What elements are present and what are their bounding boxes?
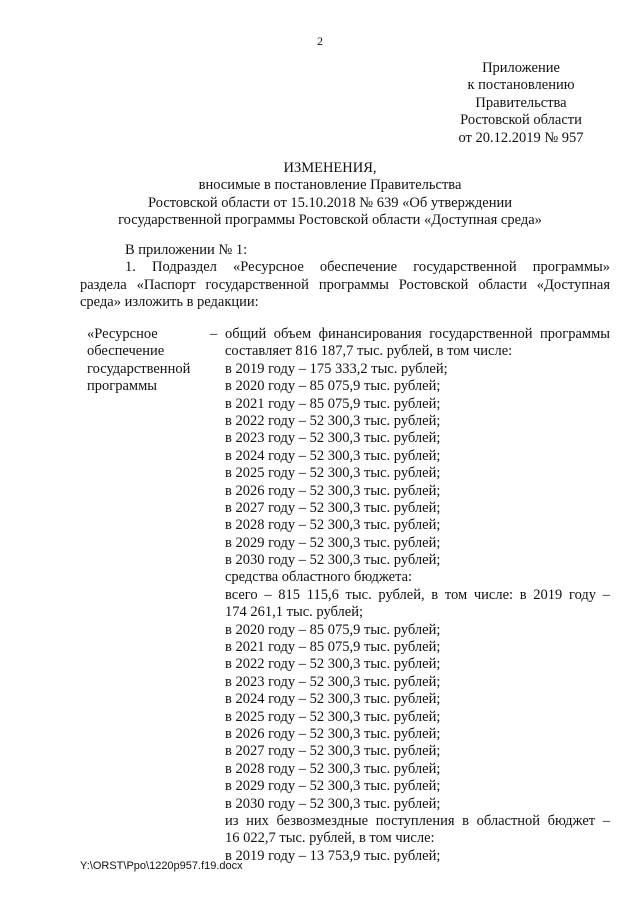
file-path-footer: Y:\ORST\Ppo\1220p957.f19.docx	[80, 860, 243, 872]
document-subtitle-line: вносимые в постановление Правительства	[198, 177, 462, 194]
funding-line: в 2027 году – 52 300,3 тыс. рублей;	[225, 743, 441, 760]
appendix-header	[436, 60, 606, 147]
resource-section-label	[87, 326, 207, 396]
separator-dash: –	[210, 326, 218, 342]
funding-line: в 2025 году – 52 300,3 тыс. рублей;	[225, 708, 441, 725]
item-1-line: раздела «Паспорт государственной программы Ростовской области «Доступная	[80, 276, 610, 293]
funding-line: всего – 815 115,6 тыс. рублей, в том числе: в 2019 году –	[225, 586, 610, 603]
funding-line: в 2019 году – 13 753,9 тыс. рублей;	[225, 847, 441, 864]
funding-line: в 2027 году – 52 300,3 тыс. рублей;	[225, 499, 441, 516]
appendix-line: от 20.12.2019 № 957	[458, 129, 584, 146]
appendix-line: Правительства	[475, 94, 567, 111]
funding-line: в 2019 году – 175 333,2 тыс. рублей;	[225, 360, 448, 377]
funding-line: в 2026 году – 52 300,3 тыс. рублей;	[225, 482, 441, 499]
funding-line: в 2023 году – 52 300,3 тыс. рублей;	[225, 673, 441, 690]
funding-line: в 2023 году – 52 300,3 тыс. рублей;	[225, 430, 441, 447]
funding-line: в 2024 году – 52 300,3 тыс. рублей;	[225, 447, 441, 464]
resource-section-content	[225, 326, 610, 865]
funding-line: в 2020 году – 85 075,9 тыс. рублей;	[225, 378, 441, 395]
funding-line: в 2028 году – 52 300,3 тыс. рублей;	[225, 760, 441, 777]
funding-line: в 2025 году – 52 300,3 тыс. рублей;	[225, 465, 441, 482]
label-line: программы	[87, 378, 157, 395]
funding-line: составляет 816 187,7 тыс. рублей, в том числе:	[225, 343, 513, 360]
funding-line: в 2030 году – 52 300,3 тыс. рублей;	[225, 795, 441, 812]
funding-line: в 2021 году – 85 075,9 тыс. рублей;	[225, 395, 441, 412]
funding-line: в 2029 году – 52 300,3 тыс. рублей;	[225, 778, 441, 795]
funding-line: в 2022 году – 52 300,3 тыс. рублей;	[225, 412, 441, 429]
funding-line: в 2022 году – 52 300,3 тыс. рублей;	[225, 656, 441, 673]
funding-line: в 2020 году – 85 075,9 тыс. рублей;	[225, 621, 441, 638]
funding-line: из них безвозмездные поступления в областной бюджет –	[225, 812, 610, 829]
intro-paragraph	[80, 242, 610, 312]
appendix-line: Приложение	[482, 60, 560, 76]
funding-line: общий объем финансирования государственной программы	[225, 326, 610, 342]
funding-line: в 2030 году – 52 300,3 тыс. рублей;	[225, 552, 441, 569]
funding-line: 174 261,1 тыс. рублей;	[225, 604, 363, 621]
funding-line: в 2028 году – 52 300,3 тыс. рублей;	[225, 517, 441, 534]
funding-line: в 2026 году – 52 300,3 тыс. рублей;	[225, 725, 441, 742]
label-line: «Ресурсное	[87, 326, 158, 342]
document-subtitle-line: Ростовской области от 15.10.2018 № 639 «Об утверждении	[148, 194, 512, 211]
intro-appendix-line: В приложении № 1:	[125, 242, 248, 258]
funding-line: в 2021 году – 85 075,9 тыс. рублей;	[225, 639, 441, 656]
item-1-line: 1. Подраздел «Ресурсное обеспечение государственной программы»	[125, 259, 610, 276]
funding-line: в 2024 году – 52 300,3 тыс. рублей;	[225, 691, 441, 708]
funding-line: 16 022,7 тыс. рублей, в том числе:	[225, 830, 435, 847]
appendix-line: Ростовской области	[460, 112, 582, 129]
appendix-line: к постановлению	[467, 77, 575, 94]
document-subtitle-line: государственной программы Ростовской области «Доступная среда»	[118, 212, 542, 229]
label-line: обеспечение	[87, 343, 165, 360]
document-title-block	[80, 160, 580, 230]
item-1-line: среда» изложить в редакции:	[80, 294, 259, 311]
document-title: ИЗМЕНЕНИЯ,	[283, 160, 377, 176]
funding-line: средства областного бюджета:	[225, 569, 413, 586]
label-line: государственной	[87, 360, 191, 377]
page-number: 2	[317, 34, 323, 48]
funding-line: в 2029 году – 52 300,3 тыс. рублей;	[225, 534, 441, 551]
